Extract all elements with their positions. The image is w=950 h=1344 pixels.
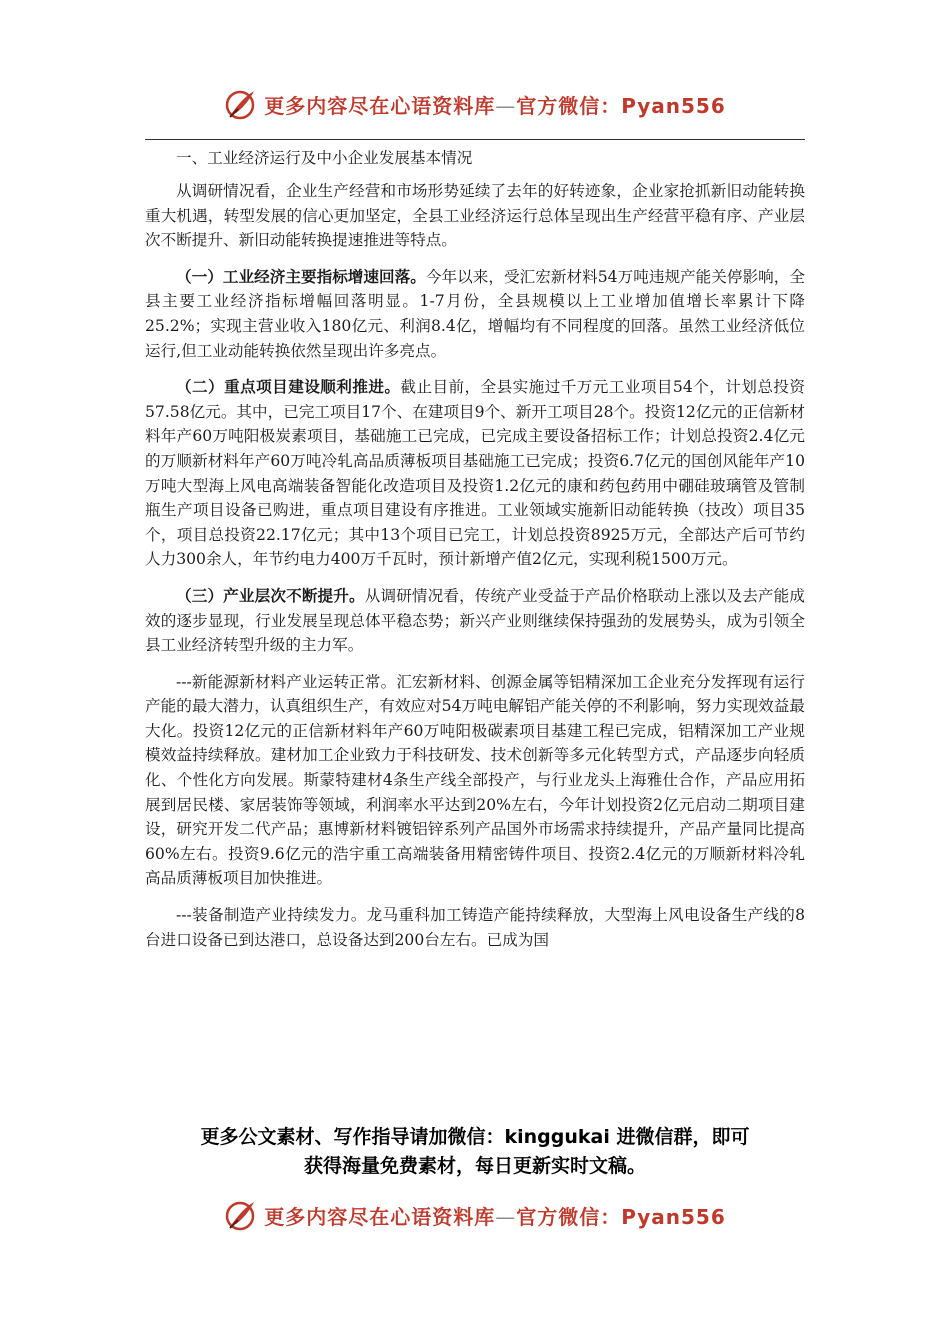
brand-main: 更多内容尽在心语资料库 (264, 93, 496, 118)
paragraph-text: 今年以来，受汇宏新材料54万吨违规产能关停影响，全县主要工业经济指标增幅回落明显。1-7月份，全县规模以上工业增加值增长率累计下降25.2%；实现主营业收入180亿元、利润8.4亿，增幅均有不同程度的回落。虽然工业经济低位运行,但工业动能转换依然呈现出许多亮点。 (145, 267, 805, 360)
paragraph (145, 670, 805, 891)
brand-text (264, 90, 726, 119)
paragraph-lead: （一）工业经济主要指标增速回落。 (176, 266, 426, 286)
brand-official: 官方微信： (516, 93, 622, 118)
paragraph-lead: （二）重点项目建设顺利推进。 (176, 377, 401, 397)
brand-main: 更多内容尽在心语资料库 (264, 1204, 496, 1229)
section-heading: 一、工业经济运行及中小企业发展基本情况 (176, 149, 473, 167)
paragraph (145, 265, 805, 363)
paragraph-text: ---装备制造产业持续发力。龙马重科加工铸造产能持续释放，大型海上风电设备生产线的8台进口设备已到达港口，总设备达到200台左右。已成为国 (145, 906, 805, 949)
paragraph (145, 375, 805, 572)
paragraph (145, 179, 805, 253)
paragraph-text: 截止目前，全县实施过千万元工业项目54个，计划总投资57.58亿元。其中，已完工项目17个、在建项目9个、新开工项目28个。投资12亿元的正信新材料年产60万吨阳极炭素项目，基础施工已完成，已完成主要设备招标工作；计划总投资2.4亿元的万顺新材料年产60万吨冷轧高品质薄板项目基础施工已完成；投资6.7亿元的国创风能年产10万吨大型海上风电高端装备智能化改造项目及投资1.2亿元的康和药包药用中硼硅玻璃管及管制瓶生产项目设备已购进，重点项目建设有序推进。工业领域实施新旧动能转换（技改）项目35个，项目总投资22.17亿元；其中13个项目已完工，计划总投资8925万元，全部达产后可节约人力300余人，年节约电力400万千瓦时，预计新增产值2亿元，实现利税1500万元。 (145, 378, 805, 569)
feather-pen-logo-icon (224, 87, 258, 121)
brand-wechat-id: Pyan556 (621, 1204, 726, 1229)
footer-brand (0, 1195, 950, 1235)
paragraph-lead: （三）产业层次不断提升。 (176, 585, 365, 605)
promo-banner (130, 1123, 820, 1181)
header-divider (145, 139, 805, 140)
feather-pen-logo-icon (224, 1198, 258, 1232)
brand-dash: — (495, 1204, 517, 1229)
paragraph-text: ---新能源新材料产业运转正常。汇宏新材料、创源金属等铝精深加工企业充分发挥现有运行产能的最大潜力，认真组织生产，有效应对54万吨电解铝产能关停的不利影响，努力实现效益最大化。投资12亿元的正信新材料年产60万吨阳极碳素项目基建工程已完成，铝精深加工产业规模效益持续释放。建材加工企业致力于科技研发、技术创新等多元化转型方式，产品逐步向轻质化、个性化方向发展。斯蒙特建材4条生产线全部投产，与行业龙头上海雅仕合作，产品应用拓展到居民楼、家居装饰等领域，利润率水平达到20%左右，今年计划投资2亿元启动二期项目建设，研究开发二代产品；惠博新材料镀铝锌系列产品国外市场需求持续提升，产品产量同比提高60%左右。投资9.6亿元的浩宇重工高端装备用精密铸件项目、投资2.4亿元的万顺新材料冷轧高品质薄板项目加快推进。 (145, 672, 805, 888)
paragraph (145, 584, 805, 658)
brand-text (264, 1201, 726, 1230)
brand-wechat-id: Pyan556 (621, 93, 726, 118)
header-brand (0, 84, 950, 124)
paragraph-text: 从调研情况看，传统产业受益于产品价格联动上涨以及去产能成效的逐步显现，行业发展呈现总体平稳态势；新兴产业则继续保持强劲的发展势头，成为引领全县工业经济转型升级的主力军。 (145, 586, 805, 655)
brand-official: 官方微信： (516, 1204, 622, 1229)
brand-dash: — (495, 93, 517, 118)
document-body (145, 146, 805, 964)
promo-line-1: 更多公文素材、写作指导请加微信：kinggukai 进微信群，即可 (200, 1126, 750, 1148)
promo-line-2: 获得海量免费素材，每日更新实时文稿。 (303, 1155, 646, 1177)
paragraph-text: 从调研情况看，企业生产经营和市场形势延续了去年的好转迹象，企业家抢抓新旧动能转换重大机遇，转型发展的信心更加坚定，全县工业经济运行总体呈现出生产经营平稳有序、产业层次不断提升、新旧动能转换提速推进等特点。 (145, 182, 805, 250)
paragraph (145, 903, 805, 952)
